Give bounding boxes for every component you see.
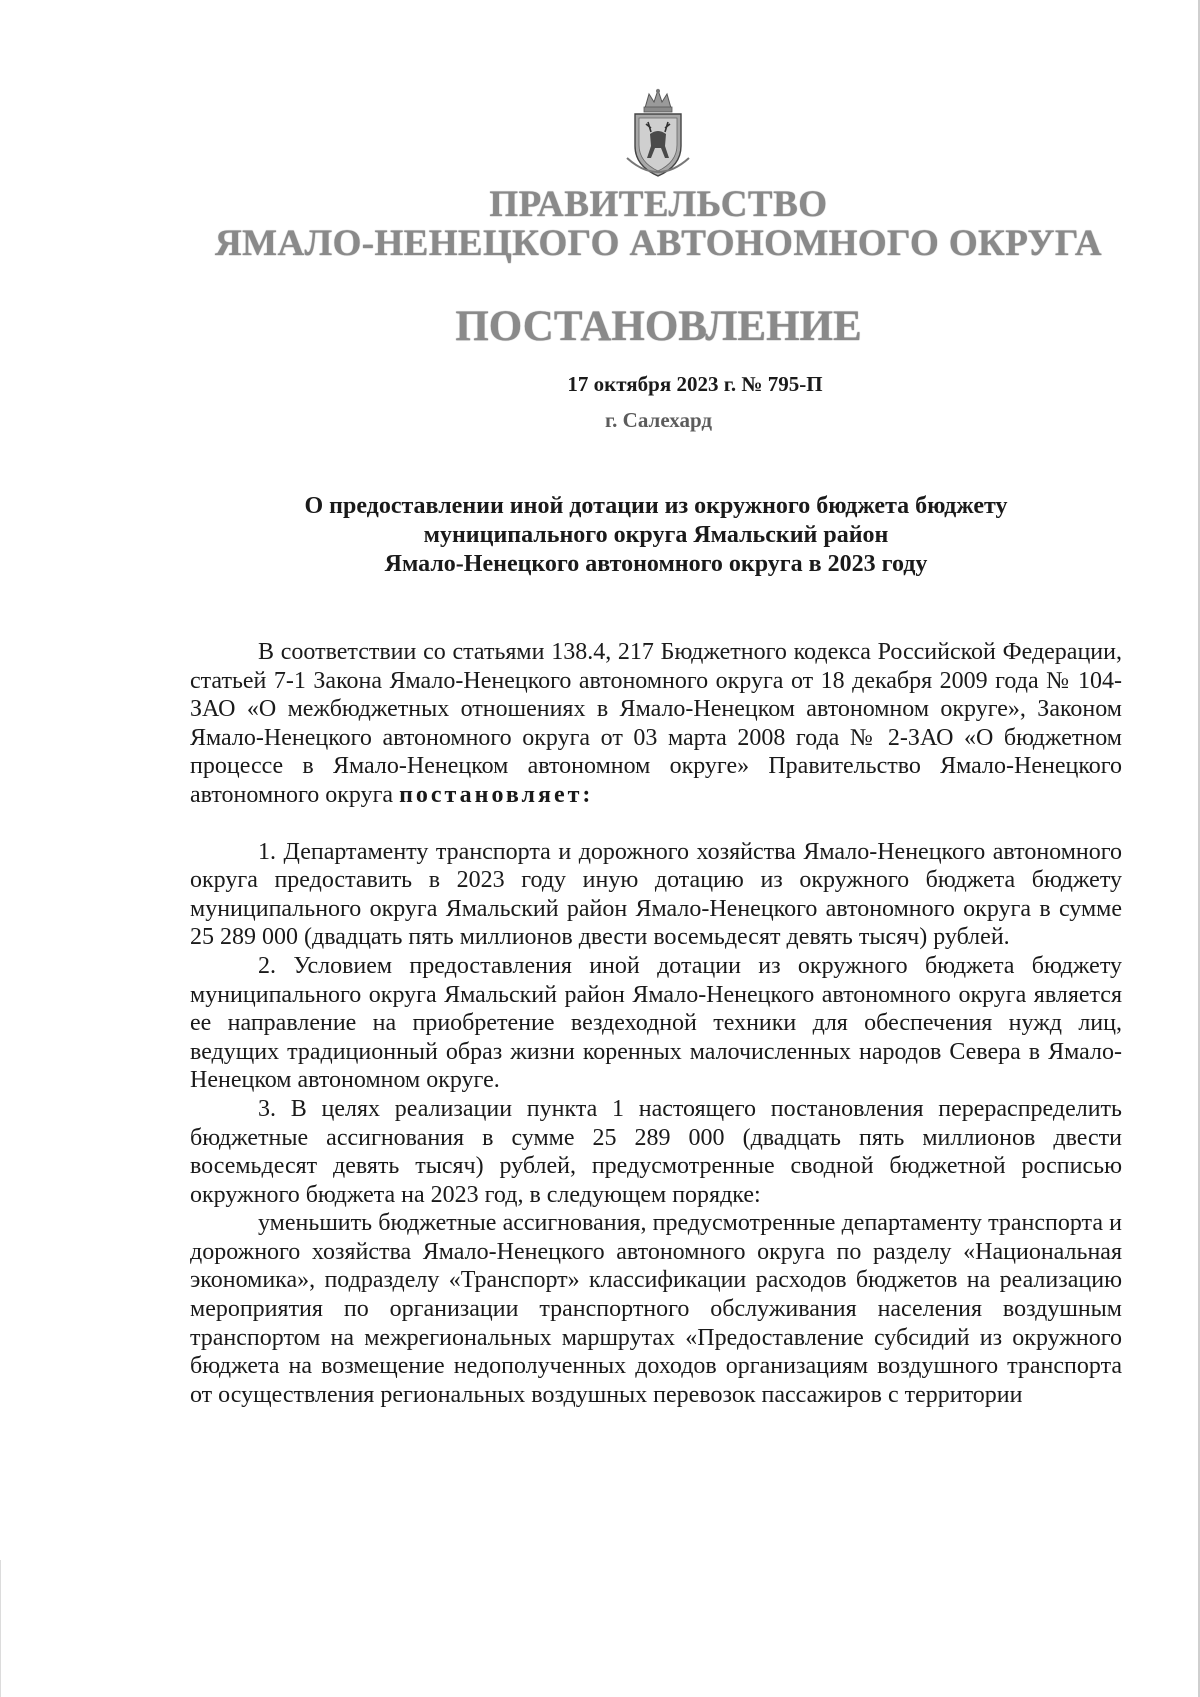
city: г. Салехард bbox=[605, 408, 712, 432]
subject-line2: муниципального округа Ямальский район bbox=[423, 522, 889, 548]
date-number: 17 октября 2023 г. № 795-П bbox=[567, 372, 823, 396]
item-3-subparagraph: уменьшить бюджетные ассигнования, предусмотренные департаменту транспорта и дорожного хозяйства Ямало-Ненецкого автономного округа по разделу «Национальная экономика», подразделу «Транспорт» классификации расходов бюджетов на реализацию мероприятия по организации транспортного обслуживания населения воздушным транспортом на межрегиональных маршрутах «Предоставление субсидий из окружного бюджета на возмещение недополученных доходов организациям воздушного транспорта от осуществления региональных воздушных перевозок пассажиров с территории bbox=[190, 1210, 1122, 1408]
preamble-text: В соответствии со статьями 138.4, 217 Бюджетного кодекса Российской Федерации, статьей 7-1 Закона Ямало-Ненецкого автономного округа от 18 декабря 2009 года № 104-ЗАО «О межбюджетных отношениях в Ямало-Ненецком автономном округе», Законом Ямало-Ненецкого автономного округа от 03 марта 2008 года № 2-ЗАО «О бюджетном процессе в Ямало-Ненецком автономном округе» Правительство Ямало-Ненецкого автономного округа bbox=[190, 639, 1122, 808]
item-2-paragraph: 2. Условием предоставления иной дотации из окружного бюджета бюджету муниципального округа Ямальский район Ямало-Ненецкого автономного округа является ее направление на приобретение вездеходной техники для обеспечения нужд лиц, ведущих традиционный образ жизни коренных малочисленных народов Севера в Ямало-Ненецком автономном округе. bbox=[190, 952, 1122, 1094]
government-title-line1: ПРАВИТЕЛЬСТВО bbox=[489, 184, 828, 225]
document-body bbox=[190, 638, 1122, 1409]
coat-of-arms-icon bbox=[621, 88, 695, 180]
item-3-paragraph: 3. В целях реализации пункта 1 настоящего постановления перераспределить бюджетные ассигнования в сумме 25 289 000 (двадцать пять миллионов двести восемьдесят девять тысяч) рублей, предусмотренные сводной бюджетной росписью окружного бюджета на 2023 год, в следующем порядке: bbox=[190, 1095, 1122, 1208]
document-subject bbox=[190, 492, 1122, 579]
preamble-paragraph bbox=[190, 638, 1122, 810]
item-1-paragraph: 1. Департаменту транспорта и дорожного хозяйства Ямало-Ненецкого автономного округа предоставить в 2023 году иную дотацию из окружного бюджета бюджету муниципального округа Ямальский район Ямало-Ненецкого автономного округа в сумме 25 289 000 (двадцать пять миллионов двести восемьдесят девять тысяч) рублей. bbox=[190, 838, 1122, 951]
resolves-colon: : bbox=[582, 781, 591, 808]
document-type: ПОСТАНОВЛЕНИЕ bbox=[455, 303, 862, 350]
paragraph-gap bbox=[190, 810, 1122, 838]
subject-line1: О предоставлении иной дотации из окружного бюджета бюджету bbox=[304, 493, 1008, 519]
government-title-line2: ЯМАЛО-НЕНЕЦКОГО АВТОНОМНОГО ОКРУГА bbox=[215, 223, 1102, 264]
resolves-word: постановляет bbox=[399, 781, 583, 808]
subject-line3: Ямало-Ненецкого автономного округа в 2023 году bbox=[384, 551, 928, 577]
page-edge-left bbox=[0, 1560, 1, 1697]
